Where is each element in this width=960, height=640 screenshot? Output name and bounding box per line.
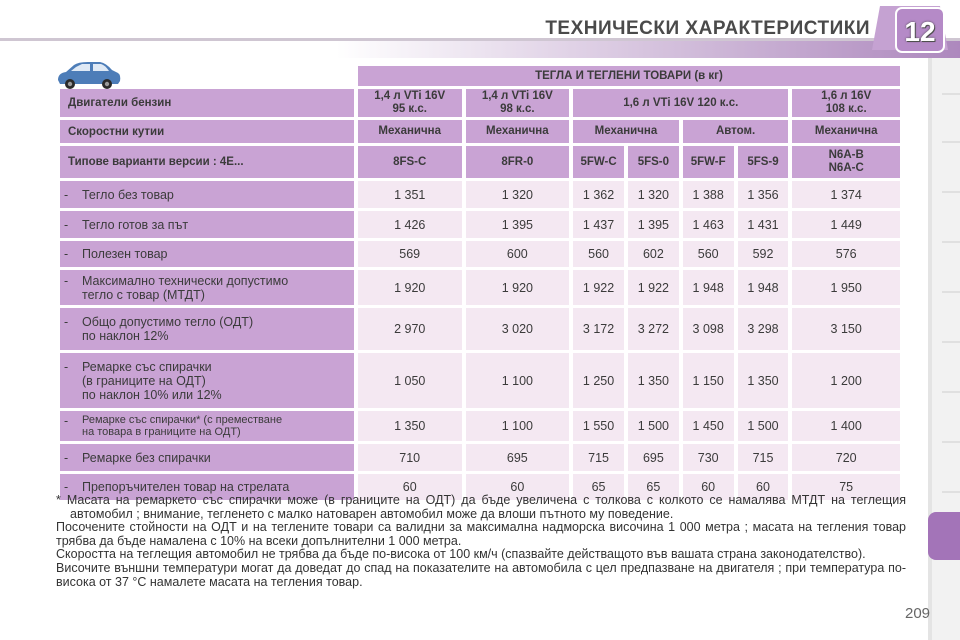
row-value: 576 (792, 241, 900, 267)
row-dash: - (64, 217, 69, 232)
row-label (60, 270, 354, 305)
row-value: 695 (628, 444, 679, 471)
row-label (60, 241, 354, 267)
row-value: 60 (466, 474, 570, 500)
row-value: 1 350 (738, 353, 789, 408)
row-value: 1 920 (358, 270, 462, 305)
version-header: 5FW-C (573, 146, 624, 178)
row-value: 1 948 (738, 270, 789, 305)
row-value: 1 100 (466, 353, 570, 408)
row-value: 65 (573, 474, 624, 500)
row-value: 592 (738, 241, 789, 267)
gearbox-header: Механична (573, 120, 679, 143)
row-dash: - (64, 187, 69, 202)
row-value: 1 948 (683, 270, 734, 305)
gearbox-label: Скоростни кутии (60, 120, 354, 143)
row-value: 695 (466, 444, 570, 471)
row-value: 1 922 (628, 270, 679, 305)
row-value: 1 350 (628, 353, 679, 408)
row-dash: - (64, 247, 69, 261)
row-value: 1 463 (683, 211, 734, 238)
note-speed: Скоростта на теглещия автомобил не трябва да бъде по-висока от 100 км/ч (спазвайте действащото във вашата страна законодателство). (56, 547, 866, 562)
row-value: 2 970 (358, 308, 462, 350)
row-value: 1 200 (792, 353, 900, 408)
row-value: 1 922 (573, 270, 624, 305)
row-value: 1 250 (573, 353, 624, 408)
row-value: 1 449 (792, 211, 900, 238)
engine-header: 1,4 л VTi 16V 98 к.с. (466, 89, 570, 117)
table-row (60, 308, 900, 350)
row-label (60, 308, 354, 350)
row-label (60, 353, 354, 408)
engine-header: 1,4 л VTi 16V 95 к.с. (358, 89, 462, 117)
row-value: 60 (683, 474, 734, 500)
row-value: 1 362 (573, 181, 624, 208)
row-value: 1 500 (628, 411, 679, 441)
table-row (60, 270, 900, 305)
row-value: 1 150 (683, 353, 734, 408)
chapter-tab (928, 512, 960, 560)
version-header: 8FS-C (358, 146, 462, 178)
row-label-text: Ремарке със спирачки* (с преместване на товара в границите на ОДТ) (82, 414, 283, 438)
table-row (60, 411, 900, 441)
version-header: N6A-B N6A-C (792, 146, 900, 178)
row-value: 1 431 (738, 211, 789, 238)
row-value: 1 388 (683, 181, 734, 208)
row-label-text: Ремарке без спирачки (82, 450, 211, 465)
table-row (60, 241, 900, 267)
row-value: 715 (738, 444, 789, 471)
table-row (60, 353, 900, 408)
row-value: 1 395 (628, 211, 679, 238)
row-dash: - (64, 414, 69, 428)
row-value: 75 (792, 474, 900, 500)
row-label (60, 411, 354, 441)
row-value: 3 098 (683, 308, 734, 350)
row-label-text: Максимално технически допустимо тегло с товар (МТДТ) (82, 273, 289, 302)
row-value: 1 395 (466, 211, 570, 238)
row-value: 3 298 (738, 308, 789, 350)
row-value: 60 (738, 474, 789, 500)
row-label-text: Тегло готов за път (82, 217, 189, 232)
row-label (60, 444, 354, 471)
weights-table (56, 63, 904, 503)
row-value: 65 (628, 474, 679, 500)
row-value: 3 172 (573, 308, 624, 350)
note-footnote: * Масата на ремаркето със спирачки може (в границите на ОДТ) да бъде увеличена с толкова с колкото се намалява МТДТ на теглещия автомобил ; внимание, тегленето с малко натоварен автомобил може да влоши пътното му поведение. (56, 493, 906, 521)
row-label-text: Тегло без товар (82, 187, 174, 202)
row-dash: - (64, 359, 69, 374)
engine-header: 1,6 л VTi 16V 120 к.с. (573, 89, 788, 117)
row-label (60, 211, 354, 238)
row-value: 720 (792, 444, 900, 471)
version-header: 5FS-0 (628, 146, 679, 178)
note-temperature: Височите външни температури могат да доведат до спад на показателите на автомобила с цел предпазване на двигателя ; при температура по-висока от 37 °C намалете масата на тегления товар. (56, 560, 906, 589)
row-label-text: Полезен товар (82, 247, 168, 261)
row-value: 1 356 (738, 181, 789, 208)
gearbox-header: Автом. (683, 120, 789, 143)
row-label (60, 181, 354, 208)
gearbox-header: Механична (792, 120, 900, 143)
chapter-number: 12 (904, 16, 936, 47)
row-dash: - (64, 273, 69, 288)
chapter-title: ТЕХНИЧЕСКИ ХАРАКТЕРИСТИКИ (545, 18, 870, 39)
row-value: 600 (466, 241, 570, 267)
gearbox-header: Механична (466, 120, 570, 143)
row-label-text: Препоръчителен товар на стрелата (82, 480, 290, 494)
notes (56, 494, 906, 589)
row-value: 1 437 (573, 211, 624, 238)
row-value: 1 350 (358, 411, 462, 441)
row-value: 3 020 (466, 308, 570, 350)
page-number: 209 (905, 605, 931, 622)
engine-label: Двигатели бензин (60, 89, 354, 117)
row-value: 1 400 (792, 411, 900, 441)
version-header: 5FW-F (683, 146, 734, 178)
row-value: 560 (683, 241, 734, 267)
row-value: 1 320 (628, 181, 679, 208)
row-dash: - (64, 480, 69, 494)
table-row (60, 181, 900, 208)
row-value: 730 (683, 444, 734, 471)
row-value: 569 (358, 241, 462, 267)
version-header: 8FR-0 (466, 146, 570, 178)
row-value: 710 (358, 444, 462, 471)
row-value: 1 500 (738, 411, 789, 441)
row-value: 1 920 (466, 270, 570, 305)
row-value: 1 351 (358, 181, 462, 208)
version-label: Типове варианти версии : 4E... (60, 146, 354, 178)
row-value: 560 (573, 241, 624, 267)
row-value: 1 374 (792, 181, 900, 208)
row-value: 3 272 (628, 308, 679, 350)
row-dash: - (64, 450, 69, 465)
gearbox-header: Механична (358, 120, 462, 143)
row-dash: - (64, 315, 69, 329)
row-value: 3 150 (792, 308, 900, 350)
version-header: 5FS-9 (738, 146, 789, 178)
row-value: 1 320 (466, 181, 570, 208)
row-value: 1 100 (466, 411, 570, 441)
table-row (60, 211, 900, 238)
row-value: 715 (573, 444, 624, 471)
note-altitude: Посочените стойности на ОДТ и на теглените товари са валидни за максимална надморска височина 1 000 метра ; масата на тегления товар трябва да бъде намалена с 10% на всеки допълнителни 1 000 метра. (56, 520, 906, 548)
row-value: 1 050 (358, 353, 462, 408)
row-value: 60 (358, 474, 462, 500)
row-value: 1 450 (683, 411, 734, 441)
row-value: 1 550 (573, 411, 624, 441)
row-value: 602 (628, 241, 679, 267)
row-label-text: Ремарке със спирачки (в границите на ОДТ) по наклон 10% или 12% (82, 359, 222, 402)
row-label-text: Общо допустимо тегло (ОДТ) по наклон 12% (82, 315, 254, 343)
row-value: 1 950 (792, 270, 900, 305)
engine-header: 1,6 л 16V 108 к.с. (792, 89, 900, 117)
table-row (60, 444, 900, 471)
row-value: 1 426 (358, 211, 462, 238)
table-title: ТЕГЛА И ТЕГЛЕНИ ТОВАРИ (в кг) (358, 66, 900, 86)
